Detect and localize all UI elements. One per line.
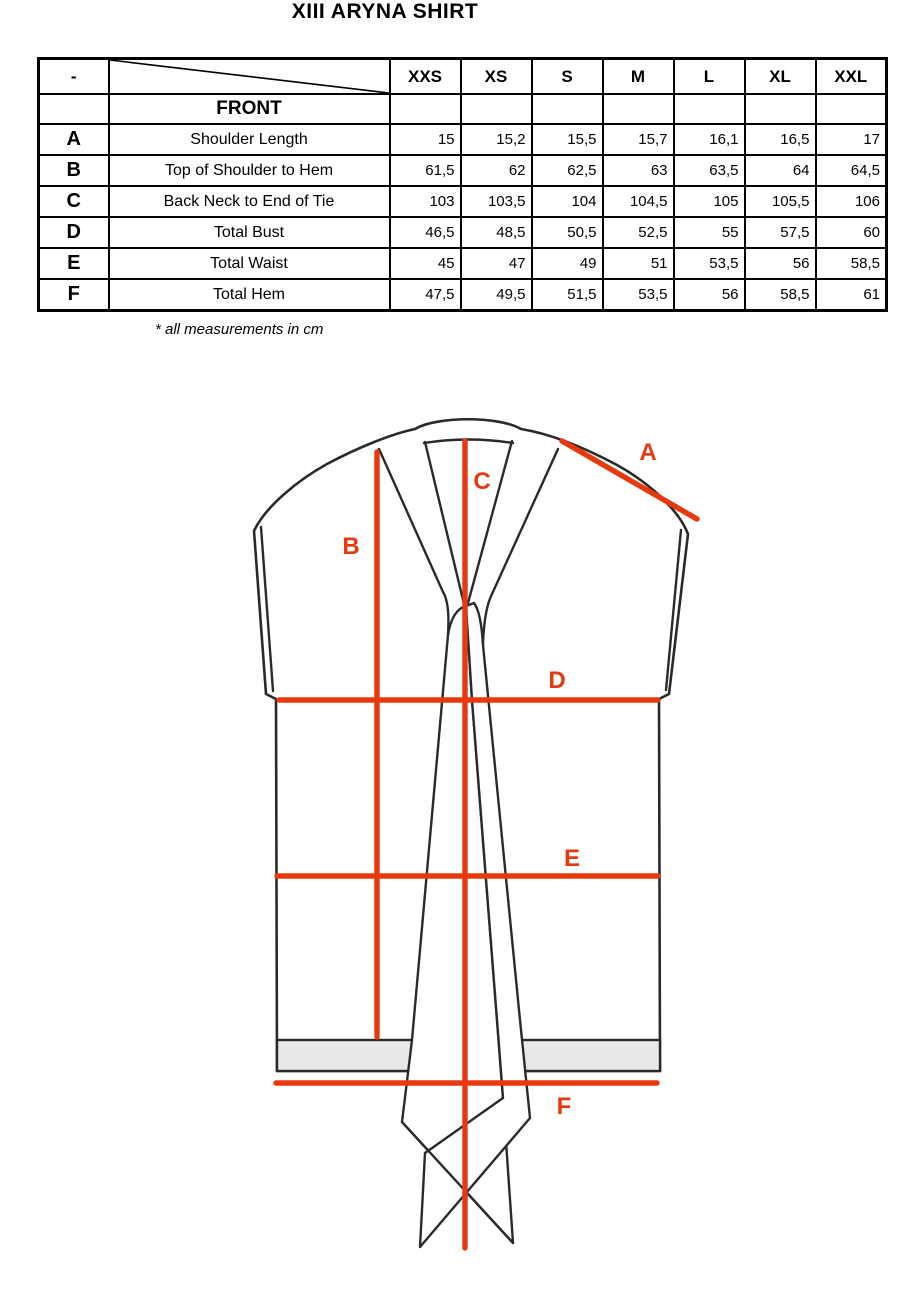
diagram-label-b: B xyxy=(342,533,360,560)
value-xl: 16,5 xyxy=(745,124,816,155)
table-header-row xyxy=(39,59,887,95)
value-xs: 62 xyxy=(461,155,532,186)
diagram-label-f: F xyxy=(556,1093,572,1120)
table-row xyxy=(39,186,887,217)
value-xxs: 45 xyxy=(390,248,461,279)
diagonal-cell xyxy=(109,59,390,95)
value-xxl: 58,5 xyxy=(816,248,887,279)
value-l: 55 xyxy=(674,217,745,248)
row-letter: E xyxy=(39,248,109,279)
value-l: 63,5 xyxy=(674,155,745,186)
size-header: S xyxy=(532,59,603,95)
diagonal-line xyxy=(110,60,389,93)
value-xl: 105,5 xyxy=(745,186,816,217)
value-l: 16,1 xyxy=(674,124,745,155)
value-m: 53,5 xyxy=(603,279,674,311)
value-s: 51,5 xyxy=(532,279,603,311)
value-xs: 47 xyxy=(461,248,532,279)
value-xl: 57,5 xyxy=(745,217,816,248)
row-letter: C xyxy=(39,186,109,217)
size-header: M xyxy=(603,59,674,95)
shirt-diagram xyxy=(0,380,920,1293)
value-xs: 103,5 xyxy=(461,186,532,217)
size-header: XXL xyxy=(816,59,887,95)
value-xxl: 64,5 xyxy=(816,155,887,186)
section-label: FRONT xyxy=(109,94,390,124)
size-header: L xyxy=(674,59,745,95)
value-l: 53,5 xyxy=(674,248,745,279)
value-xxs: 46,5 xyxy=(390,217,461,248)
value-xxl: 60 xyxy=(816,217,887,248)
value-m: 51 xyxy=(603,248,674,279)
value-s: 104 xyxy=(532,186,603,217)
value-xl: 56 xyxy=(745,248,816,279)
diagram-label-c: C xyxy=(473,468,491,495)
size-header: XL xyxy=(745,59,816,95)
measurements-note: * all measurements in cm xyxy=(155,321,324,338)
value-l: 105 xyxy=(674,186,745,217)
page-title: XIII ARYNA SHIRT xyxy=(291,0,479,23)
value-xl: 64 xyxy=(745,155,816,186)
table-row xyxy=(39,279,887,311)
value-s: 50,5 xyxy=(532,217,603,248)
table-row xyxy=(39,248,887,279)
value-xxs: 61,5 xyxy=(390,155,461,186)
size-header: XXS xyxy=(390,59,461,95)
row-measurement-name: Total Hem xyxy=(109,279,390,311)
row-letter: F xyxy=(39,279,109,311)
value-m: 63 xyxy=(603,155,674,186)
value-xl: 58,5 xyxy=(745,279,816,311)
table-row xyxy=(39,124,887,155)
table-row xyxy=(39,155,887,186)
row-measurement-name: Shoulder Length xyxy=(109,124,390,155)
value-xxs: 15 xyxy=(390,124,461,155)
value-xxl: 106 xyxy=(816,186,887,217)
value-s: 49 xyxy=(532,248,603,279)
row-measurement-name: Top of Shoulder to Hem xyxy=(109,155,390,186)
diagram-label-e: E xyxy=(563,845,581,872)
value-xs: 48,5 xyxy=(461,217,532,248)
value-m: 104,5 xyxy=(603,186,674,217)
value-m: 52,5 xyxy=(603,217,674,248)
empty-cell xyxy=(39,94,109,124)
row-letter: B xyxy=(39,155,109,186)
value-xxs: 103 xyxy=(390,186,461,217)
value-xxs: 47,5 xyxy=(390,279,461,311)
diagram-label-d: D xyxy=(548,667,566,694)
value-m: 15,7 xyxy=(603,124,674,155)
value-s: 15,5 xyxy=(532,124,603,155)
row-measurement-name: Total Waist xyxy=(109,248,390,279)
value-l: 56 xyxy=(674,279,745,311)
measurement-table xyxy=(37,57,888,312)
value-xs: 49,5 xyxy=(461,279,532,311)
size-header: XS xyxy=(461,59,532,95)
corner-dash-cell: - xyxy=(39,59,109,95)
row-measurement-name: Total Bust xyxy=(109,217,390,248)
value-s: 62,5 xyxy=(532,155,603,186)
row-letter: D xyxy=(39,217,109,248)
value-xxl: 17 xyxy=(816,124,887,155)
value-xxl: 61 xyxy=(816,279,887,311)
value-xs: 15,2 xyxy=(461,124,532,155)
diagram-label-a: A xyxy=(639,439,657,466)
table-row xyxy=(39,217,887,248)
row-measurement-name: Back Neck to End of Tie xyxy=(109,186,390,217)
section-row xyxy=(39,94,887,124)
row-letter: A xyxy=(39,124,109,155)
